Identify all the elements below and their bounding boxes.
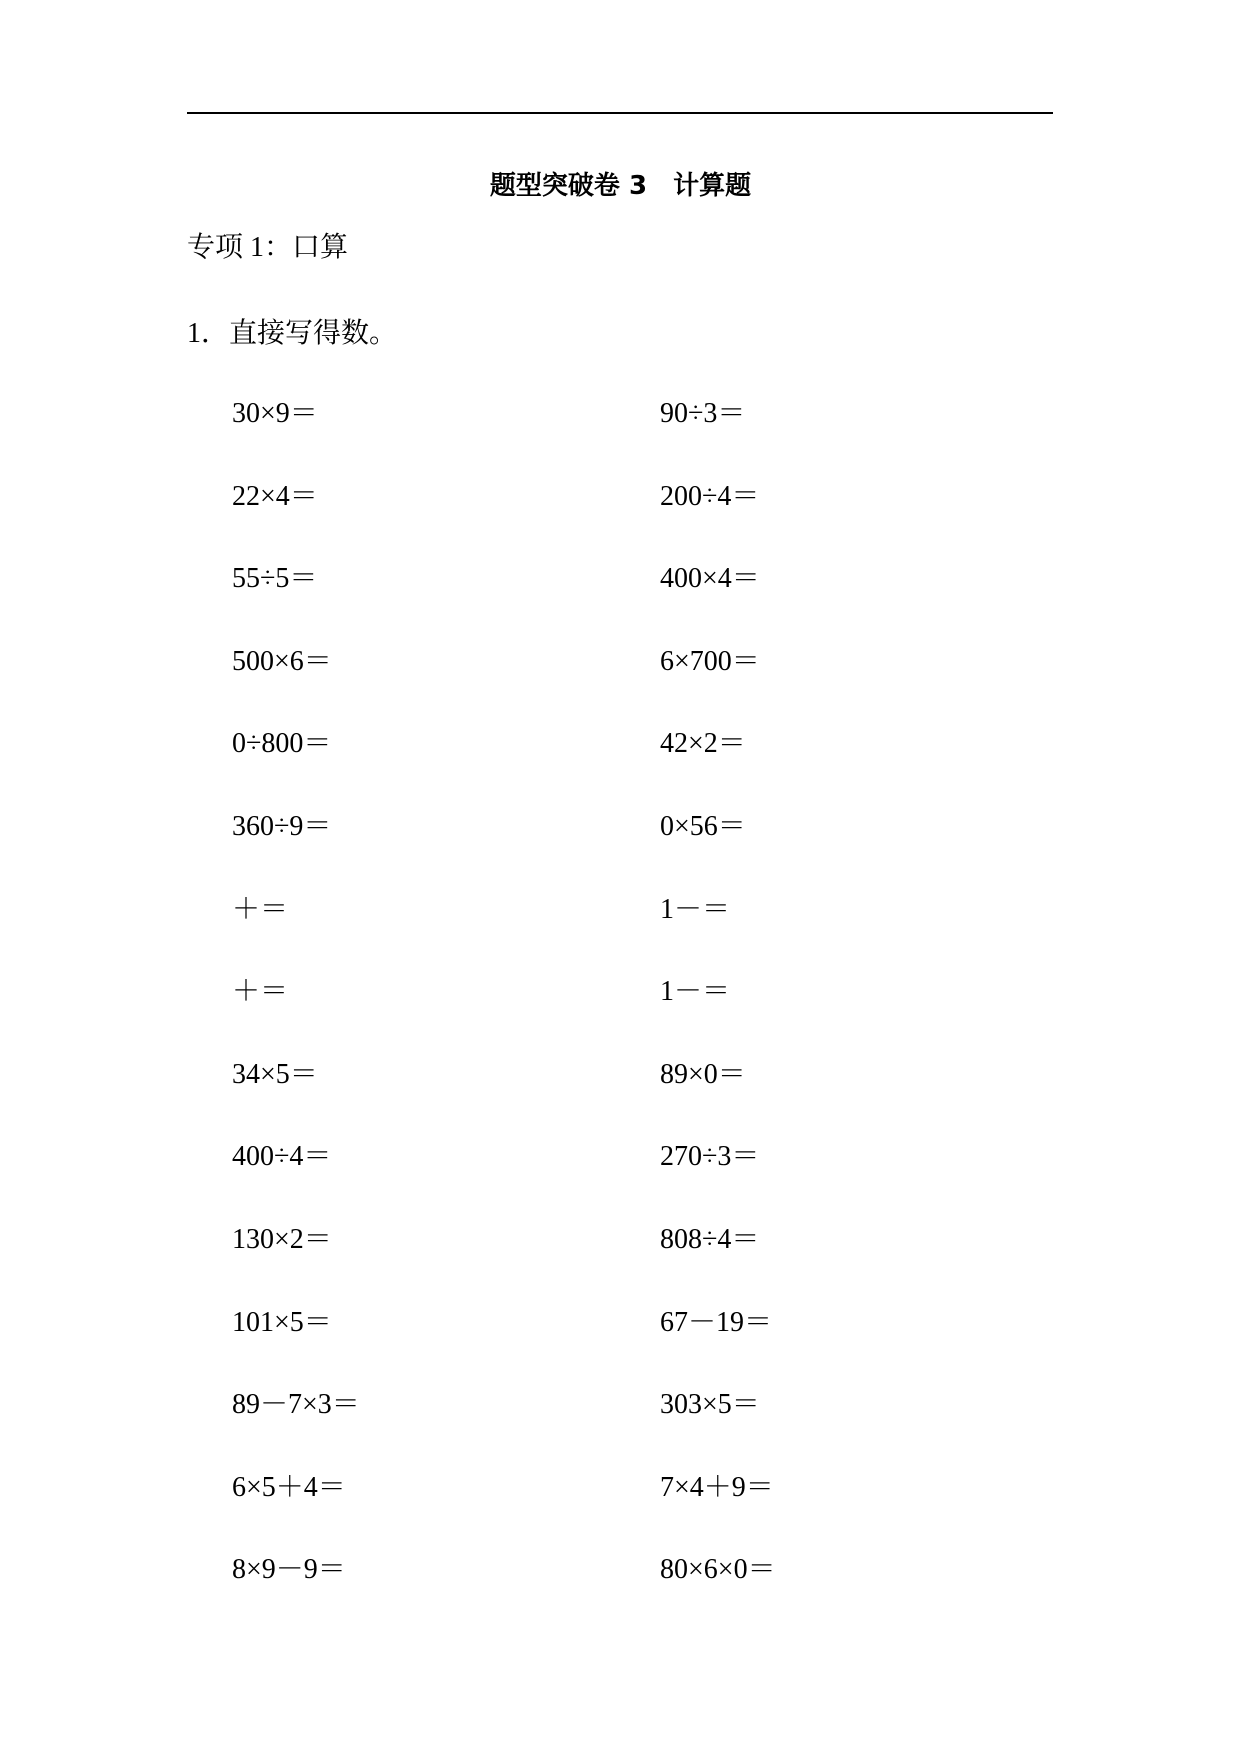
problem-right: 6×700＝	[660, 645, 760, 677]
problem-right: 67－19＝	[660, 1306, 773, 1338]
problem-left: 22×4＝	[232, 480, 318, 512]
problem-row	[232, 724, 1032, 807]
problem-row	[232, 1385, 1032, 1468]
problem-row	[232, 972, 1032, 1055]
problem-row	[232, 890, 1032, 973]
problem-left: 8×9－9＝	[232, 1554, 346, 1586]
problem-list	[232, 394, 1032, 1633]
problem-left: ＋＝	[232, 976, 289, 1008]
problem-right: 90÷3＝	[660, 398, 746, 429]
problem-left: ＋＝	[232, 893, 289, 925]
section-heading: 专项 1：口算	[187, 232, 349, 263]
problem-right: 89×0＝	[660, 1058, 746, 1090]
problem-left: 400÷4＝	[232, 1141, 332, 1173]
problem-left: 500×6＝	[232, 645, 332, 677]
problem-left: 55÷5＝	[232, 563, 318, 595]
header-rule	[187, 112, 1053, 114]
problem-right: 80×6×0＝	[660, 1554, 776, 1586]
problem-row	[232, 1137, 1032, 1220]
problem-right: 808÷4＝	[660, 1223, 760, 1255]
problem-row	[232, 559, 1032, 642]
question-prompt: 1．直接写得数。	[187, 318, 398, 349]
problem-right: 0×56＝	[660, 810, 746, 842]
problem-row	[232, 477, 1032, 560]
problem-left: 34×5＝	[232, 1058, 318, 1090]
problem-right: 1－＝	[660, 976, 731, 1008]
problem-left: 30×9＝	[232, 398, 318, 429]
problem-right: 200÷4＝	[660, 480, 760, 512]
problem-left: 130×2＝	[232, 1223, 332, 1255]
problem-right: 303×5＝	[660, 1389, 760, 1421]
problem-row	[232, 1303, 1032, 1386]
problem-right: 42×2＝	[660, 728, 746, 760]
problem-left: 360÷9＝	[232, 810, 332, 842]
problem-row	[232, 1220, 1032, 1303]
problem-row	[232, 807, 1032, 890]
problem-row	[232, 1468, 1032, 1551]
problem-right: 7×4＋9＝	[660, 1471, 774, 1503]
problem-row	[232, 1550, 1032, 1633]
problem-left: 6×5＋4＝	[232, 1471, 346, 1503]
problem-right: 270÷3＝	[660, 1141, 760, 1173]
problem-left: 89－7×3＝	[232, 1389, 360, 1421]
problem-left: 101×5＝	[232, 1306, 332, 1338]
page-title: 题型突破卷 3 计算题	[489, 171, 752, 201]
problem-row	[232, 642, 1032, 725]
problem-right: 400×4＝	[660, 563, 760, 595]
problem-row	[232, 1055, 1032, 1138]
problem-left: 0÷800＝	[232, 728, 332, 760]
problem-right: 1－＝	[660, 893, 731, 925]
problem-row	[232, 394, 1032, 477]
